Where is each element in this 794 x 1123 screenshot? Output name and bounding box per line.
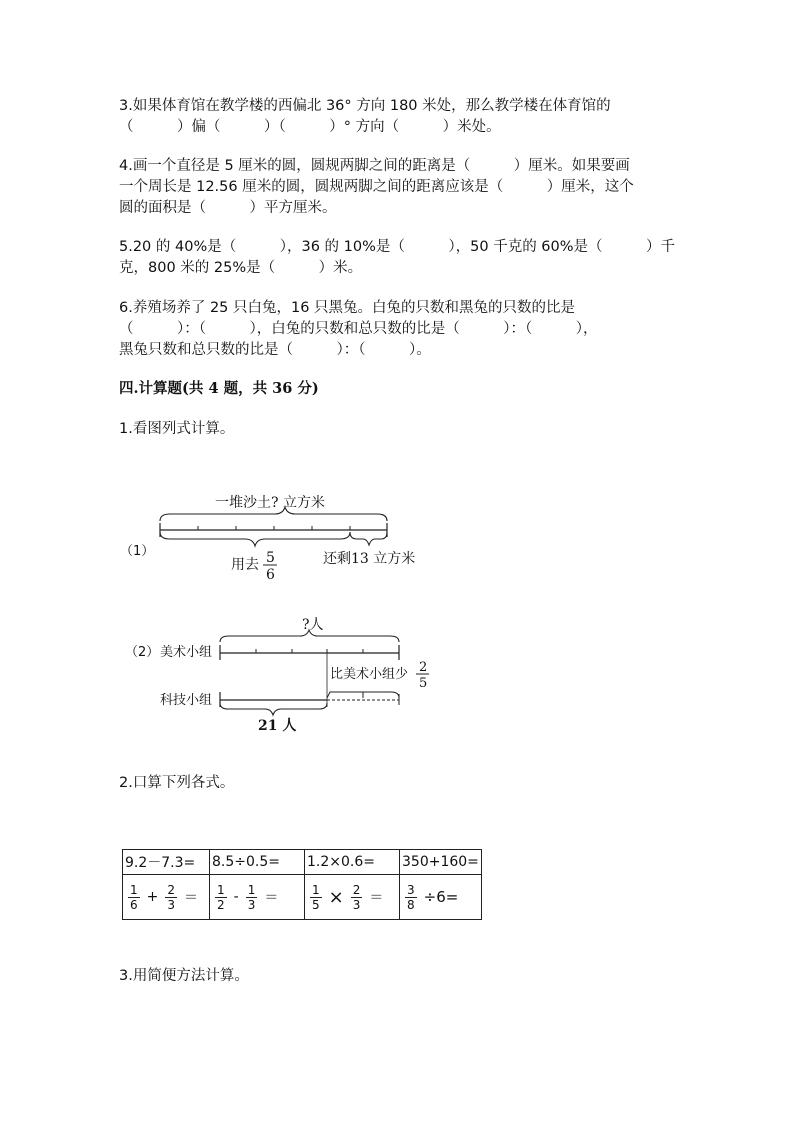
calc-cell-fraction: $\frac{1}{2}$ - $\frac{1}{3}$ ＝ [210, 875, 305, 920]
q3-line1: 3.如果体育馆在教学楼的西偏北 36° 方向 180 米处，那么教学楼在体育馆的 [119, 98, 611, 114]
q4-line1: 4.画一个直径是 5 厘米的圆，圆规两脚之间的距离是（ ）厘米。如果要画 [119, 158, 630, 174]
fig1-used-label: 用去 [231, 557, 259, 573]
calc3-title: 3.用简便方法计算。 [119, 968, 249, 984]
section-title: 四.计算题(共 4 题，共 36 分) [119, 380, 319, 397]
fig1-used-num: 5 [266, 550, 275, 566]
q3-line2: （ ）偏（ ）（ ）° 方向（ ）米处。 [119, 119, 501, 135]
q5-line1: 5.20 的 40%是（ ），36 的 10%是（ ），50 千克的 60%是（ ）千 [119, 239, 676, 255]
fig2-label: （2） [125, 645, 160, 660]
fig2-row1-label: 美术小组 [160, 645, 213, 660]
fig2-total-label: ?人 [302, 617, 324, 633]
calc-cell: 8.5÷0.5= [210, 850, 305, 875]
question-3 [119, 96, 679, 138]
q6-line2: （ ）：（ ），白兔的只数和总只数的比是（ ）：（ ）， [119, 321, 598, 337]
figure-2 [115, 612, 445, 742]
fig2-row2-label: 科技小组 [160, 693, 213, 708]
calc-cell-fraction: $\frac{1}{5}$ × $\frac{2}{3}$ ＝ [305, 875, 400, 920]
question-4 [119, 156, 679, 219]
calc1-title: 1.看图列式计算。 [119, 421, 235, 437]
fig1-label: （1） [120, 544, 155, 559]
q4-line2: 一个周长是 12.56 厘米的圆，圆规两脚之间的距离应该是（ ）厘米，这个 [119, 179, 634, 195]
fig2-total-brace [220, 630, 399, 642]
calc-cell-fraction: $\frac{3}{8}$ ÷6= [400, 875, 482, 920]
figure-1 [115, 485, 445, 585]
fig1-top-label: 一堆沙土? 立方米 [215, 495, 325, 511]
q5-line2: 克，800 米的 25%是（ ）米。 [119, 260, 363, 276]
fig2-less-label: 比美术小组少 [330, 667, 409, 682]
calc-cell: 350+160= [400, 850, 482, 875]
calc2-title: 2.口算下列各式。 [119, 775, 235, 791]
fig2-count-label: 21 人 [258, 718, 297, 734]
fig2-count-brace [220, 703, 327, 715]
oral-calc-table [122, 849, 482, 920]
fig2-less-den: 5 [419, 676, 428, 691]
fig2-less-num: 2 [419, 660, 428, 675]
question-5 [119, 237, 679, 279]
q6-line1: 6.养殖场养了 25 只白兔，16 只黑兔。白兔的只数和黑兔的只数的比是 [119, 300, 576, 316]
fig1-remain-label: 还剩13 立方米 [323, 551, 416, 567]
fig1-used-den: 6 [266, 567, 275, 583]
fig1-remain-brace [350, 532, 387, 545]
q4-line3: 圆的面积是（ ）平方厘米。 [119, 200, 337, 216]
calc-cell-fraction: $\frac{1}{6}$ + $\frac{2}{3}$ ＝ [123, 875, 210, 920]
question-6 [119, 298, 679, 361]
calc-cell: 9.2－7.3= [123, 850, 210, 875]
q6-line3: 黑兔只数和总只数的比是（ ）：（ ）。 [119, 342, 431, 358]
fig1-used-brace [160, 532, 350, 546]
calc-cell: 1.2×0.6= [305, 850, 400, 875]
